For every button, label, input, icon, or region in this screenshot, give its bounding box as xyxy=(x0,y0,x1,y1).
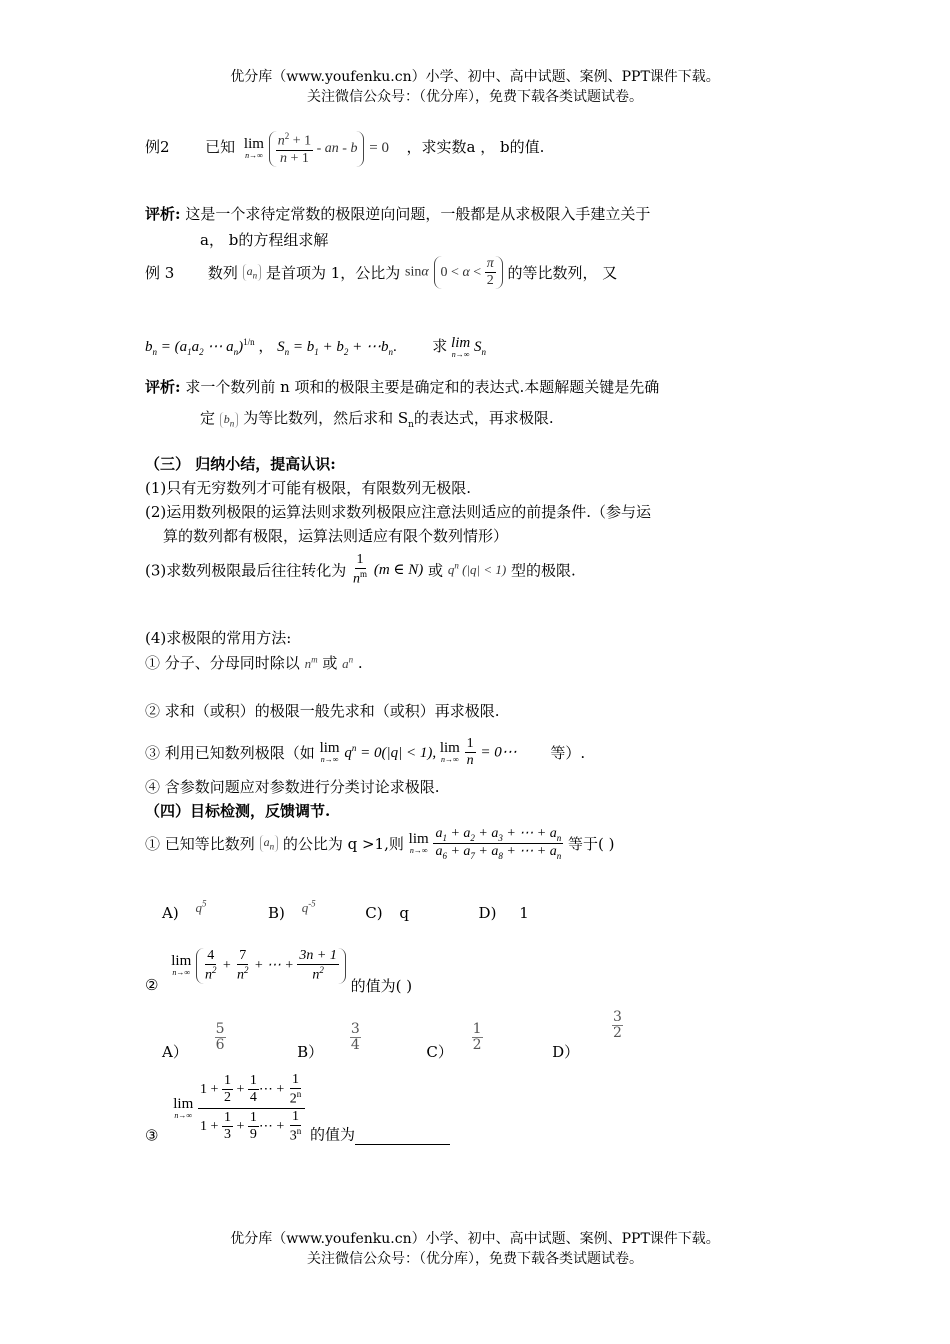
summary-p2b: 算的数列都有极限，运算法则适应有限个数列情形） xyxy=(163,527,509,545)
method-2: ② 求和（或积）的极限一般先求和（或积）再求极限. xyxy=(145,702,500,720)
summary-p3: (3)求数列极限最后往往转化为 $\frac{1}{n^m}$ (m ∈ N) 或 $q^n$ (|q| < 1) 型的极限. xyxy=(145,552,576,587)
question-3: ③ lim n→∞ 1 + $\frac{1}{2}$ + $\frac{1}{4}$ ⋯ + $\frac{1}{2^n}$ 1 + $\frac{1}{3}$ + $\frac{1}{9}$ ⋯ + $\frac{1}{3^n}$ 的值为 xyxy=(145,1072,450,1145)
comment-2: 评析: 求一个数列前 n 项和的极限主要是确定和的表达式.本题解题关键是先确 xyxy=(145,378,660,396)
test-title: （四）目标检测，反馈调节. xyxy=(145,802,331,820)
comment-1: 评析: 这是一个求待定常数的极限逆向问题，一般都是从求极限入手建立关于 xyxy=(145,205,651,223)
summary-p4: (4)求极限的常用方法: xyxy=(145,629,292,647)
limit-symbol: lim n→∞ xyxy=(243,135,264,160)
example-3-formula: $b_n = (a_1a_2$ ⋯ $a_n)^{1/n}$ ， $S_n = b_1 + b_2$ + $\cdots b_n$. 求 lim n→∞ $S_n$ xyxy=(145,335,486,360)
method-1: ① 分子、分母同时除以 $n^m$ 或 $a^n$ . xyxy=(145,654,363,672)
q1-options: A) $q^5$ B) $q^{-5}$ C) q D) 1 xyxy=(162,898,529,922)
comment-1-line-2: a， b的方程组求解 xyxy=(200,231,329,249)
footer-line-1: 优分库（www.youfenku.cn）小学、初中、高中试题、案例、PPT课件下载。 xyxy=(230,1231,720,1247)
summary-p2a: (2)运用数列极限的运算法则求数列极限应注意法则适应的前提条件.（参与运 xyxy=(145,503,652,521)
example-2: 例2 已知 lim n→∞ $\frac{n^2 + 1}{n + 1}$ - an - b = 0 ，求实数a ， b的值. xyxy=(145,131,545,166)
header-line-2: 关注微信公众号：（优分库），免费下载各类试题试卷。 xyxy=(307,89,643,105)
comment-2-line-2: 定 $b_n$ 为等比数列，然后求和 $S_n$的表达式，再求极限. xyxy=(200,409,554,430)
question-1: ① 已知等比数列 $a_n$ 的公比为 q >1,则 lim n→∞ $\frac{a_1 + a_2 + a_3 + \cdots + a_n}{a_6 + a_7 + a_8 + \cdots + a_n}$ 等于( ) xyxy=(145,826,615,861)
answer-blank[interactable] xyxy=(355,1130,450,1145)
summary-p1: (1)只有无穷数列才可能有极限，有限数列无极限. xyxy=(145,479,472,497)
summary-title: （三） 归纳小结，提高认识: xyxy=(145,455,336,473)
example-3: 例 3 数列 $a_n$ 是首项为 1，公比为 sinα 0 < α < $\frac{\pi}{2}$ 的等比数列， 又 xyxy=(145,256,618,289)
method-3: ③ 利用已知数列极限（如 lim n→∞ $q^n = 0(|q| < 1)$, lim n→∞ $\frac{1}{n}$ = 0⋯ 等）. xyxy=(145,736,586,769)
q2-options: A） $\frac{5}{6}$ B） $\frac{3}{4}$ C） $\frac{1}{2}$ D） $\frac{3}{2}$ xyxy=(162,1009,622,1062)
question-2: ② lim n→∞ $\frac{4}{n^2}$ + $\frac{7}{n^2}$ + ⋯ + $\frac{3n + 1}{n^2}$ 的值为( ) xyxy=(145,948,413,995)
header-line-1: 优分库（www.youfenku.cn）小学、初中、高中试题、案例、PPT课件下载。 xyxy=(230,69,720,85)
footer-line-2: 关注微信公众号：（优分库），免费下载各类试题试卷。 xyxy=(307,1251,643,1267)
method-4: ④ 含参数问题应对参数进行分类讨论求极限. xyxy=(145,778,440,796)
